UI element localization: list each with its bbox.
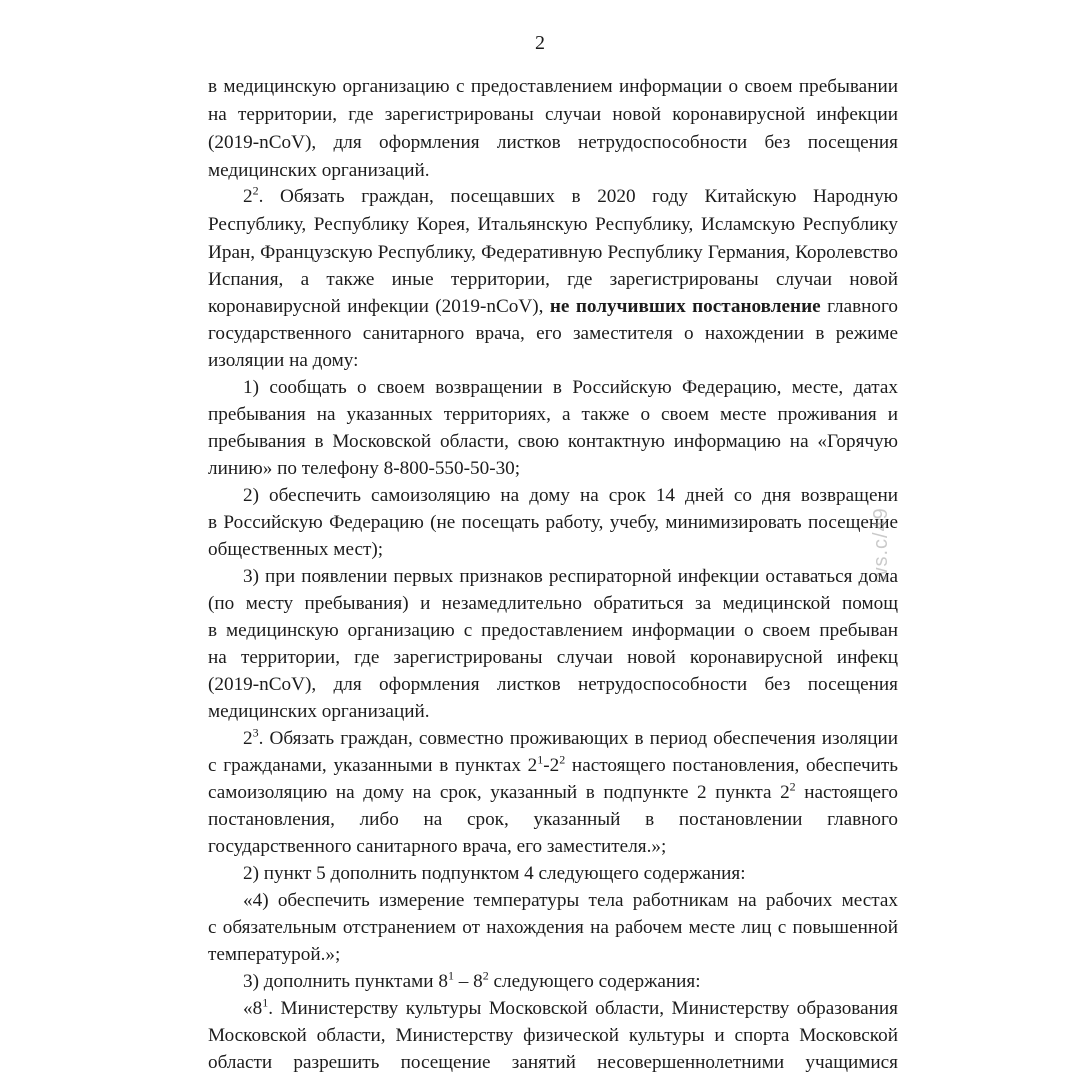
amendment-item-3: 3) дополнить пунктами $8^1 - 8^2$ следующего содержания: [243,968,701,992]
text-line: (2019-nCoV), для оформления листков нетрудоспособности без посещения [208,132,898,153]
text-line: в медицинскую организацию с предоставлением информации о своем пребыван [208,620,898,641]
text-line: Республику, Республику Корея, Итальянскую Республику, Исламскую Республику [208,214,898,235]
text-line: Московской области, Министерству физической культуры и спорта Московской [208,1025,898,1046]
text-line: на территории, где зарегистрированы случаи новой коронавирусной инфекции [208,104,898,125]
bold-emphasis: не получивших постановление [549,296,821,317]
subitem-2: 2) обеспечить самоизоляцию на дому на срок 14 дней со дня возвращени [243,485,898,506]
text-line: области разрешить посещение занятий несовершеннолетними учащимися [208,1052,898,1073]
paragraph-2-3-heading: $2^3$. Обязать граждан, совместно проживающих в период обеспечения изоляции [243,725,898,749]
text-line: Испания, а также иные территории, где зарегистрированы случаи новой [208,269,898,290]
text-line: медицинских организаций. [208,701,430,722]
text-line: «4) обеспечить измерение температуры тела работникам на рабочих местах [243,890,898,911]
amendment-item-2: 2) пункт 5 дополнить подпунктом 4 следующего содержания: [243,863,746,884]
text-line: самоизоляцию на дому на срок, указанный в подпункте 2 пункта $2^2$ настоящего [208,779,898,803]
paragraph-8-1-heading: «$8^1$. Министерству культуры Московской области, Министерству образования [243,995,898,1019]
text-line: температурой.»; [208,944,341,965]
text-line: изоляции на дому: [208,350,359,371]
text-line: общественных мест); [208,539,384,560]
text-line: с гражданами, указанными в пунктах $2^1-2^2$ настоящего постановления, обеспечить [208,752,898,776]
text-line: Иран, Французскую Республику, Федеративную Республику Германия, Королевство [208,242,898,263]
watermark: ws.c/49 [870,507,892,583]
subitem-3: 3) при появлении первых признаков респираторной инфекции оставаться дома [243,566,898,587]
text-line: постановления, либо на срок, указанный в постановлении главного [208,809,898,830]
page-number: 2 [535,32,545,54]
text-line: линию» по телефону 8-800-550-50-30; [208,458,521,479]
text-line: коронавирусной инфекции (2019-nCoV), не получивших постановление главного [208,296,898,317]
subitem-1: 1) сообщать о своем возвращении в Российскую Федерацию, месте, датах [243,377,898,398]
text-line: пребывания в Московской области, свою контактную информацию на «Горячую [208,431,898,452]
text-line: (по месту пребывания) и незамедлительно обратиться за медицинской помощ [208,593,898,614]
text-line: медицинских организаций. [208,160,430,181]
text-line: государственного санитарного врача, его заместителя.»; [208,836,667,857]
text-line: (2019-nCoV), для оформления листков нетрудоспособности без посещения [208,674,898,695]
text-line: в Российскую Федерацию (не посещать работу, учебу, минимизировать посещение [208,512,898,533]
text-line: на территории, где зарегистрированы случаи новой коронавирусной инфекц [208,647,898,668]
text-line: в медицинскую организацию с предоставлением информации о своем пребывании [208,76,898,97]
text-line: пребывания на указанных территориях, а также о своем месте проживания и [208,404,898,425]
paragraph-2-2-heading: $2^2$. Обязать граждан, посещавших в 2020 году Китайскую Народную [243,183,898,207]
text-line: с обязательным отстранением от нахождения на рабочем месте лиц с повышенной [208,917,898,938]
text-line: государственного санитарного врача, его заместителя о нахождении в режиме [208,323,898,344]
